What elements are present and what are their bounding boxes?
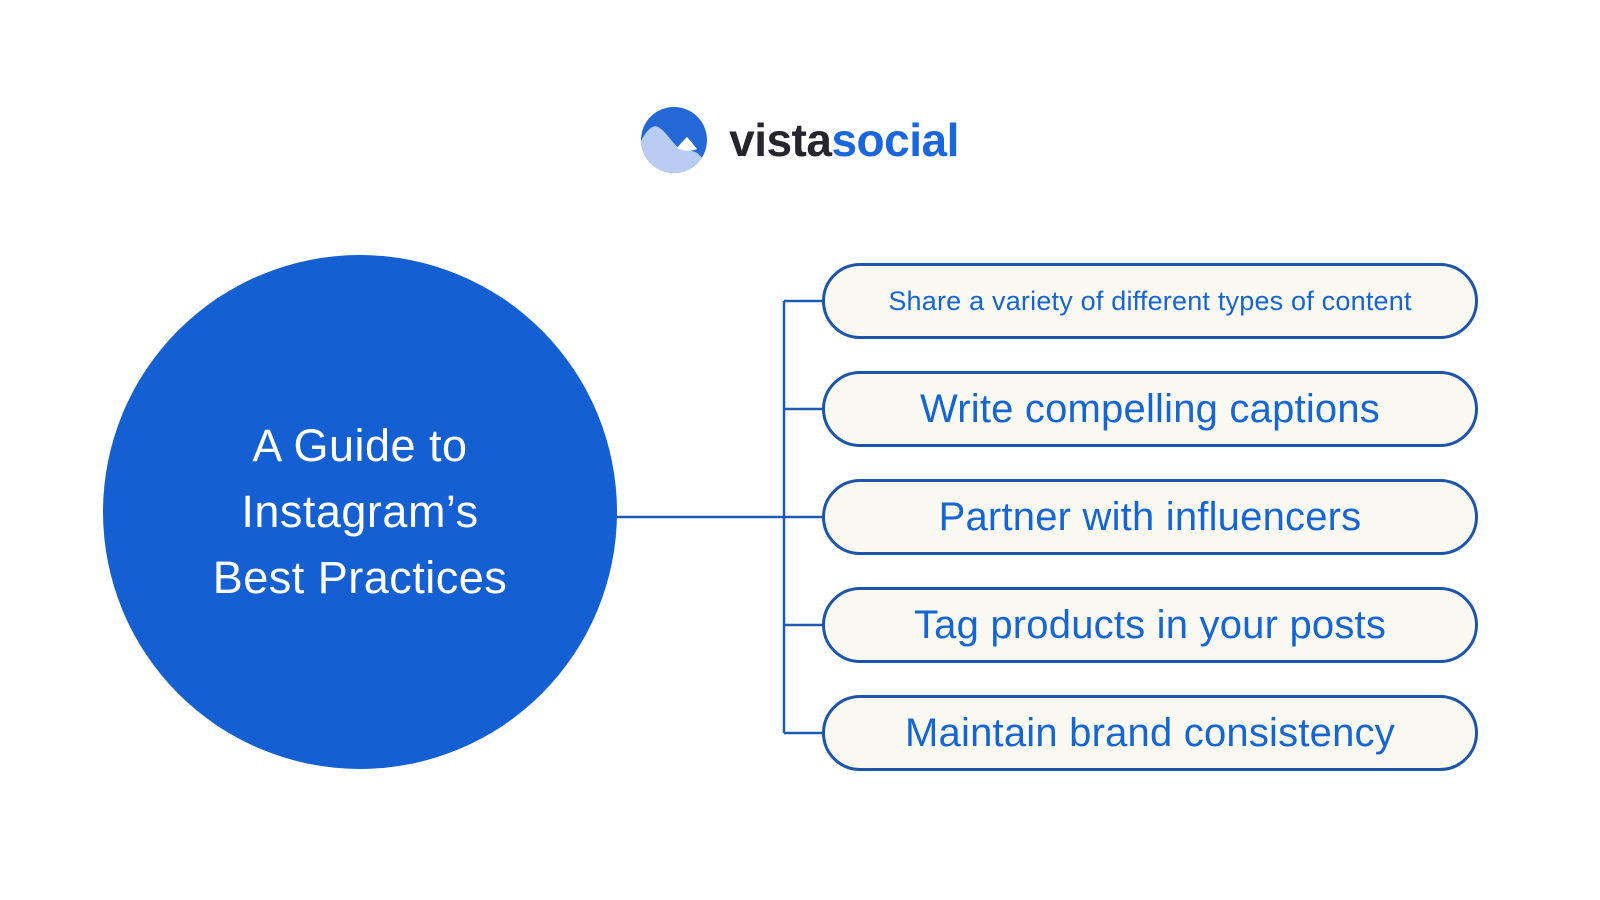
vistasocial-logo-icon bbox=[641, 107, 707, 173]
practice-node-label: Tag products in your posts bbox=[913, 602, 1387, 647]
central-topic-title-line1: A Guide to bbox=[252, 420, 468, 471]
brand-wordmark bbox=[729, 114, 959, 166]
brand-wordmark-social: social bbox=[831, 114, 959, 166]
central-topic-title-line3: Best Practices bbox=[212, 552, 508, 603]
practice-node-label: Partner with influencers bbox=[938, 494, 1362, 539]
practice-node-influencers bbox=[822, 479, 1478, 555]
practice-node-tag-products bbox=[822, 587, 1478, 663]
practice-node-label: Share a variety of different types of content bbox=[888, 285, 1412, 316]
practice-node-captions bbox=[822, 371, 1478, 447]
central-topic-title bbox=[213, 413, 508, 611]
practice-node-label: Maintain brand consistency bbox=[905, 710, 1395, 755]
central-topic-title-line2: Instagram’s bbox=[241, 486, 479, 537]
brand-header bbox=[0, 100, 1600, 180]
brand-wordmark-vista: vista bbox=[729, 114, 832, 166]
central-topic-circle bbox=[103, 255, 617, 769]
practice-node-brand-consistency bbox=[822, 695, 1478, 771]
practice-node-label: Write compelling captions bbox=[919, 386, 1381, 431]
practice-node-share-content bbox=[822, 263, 1478, 339]
